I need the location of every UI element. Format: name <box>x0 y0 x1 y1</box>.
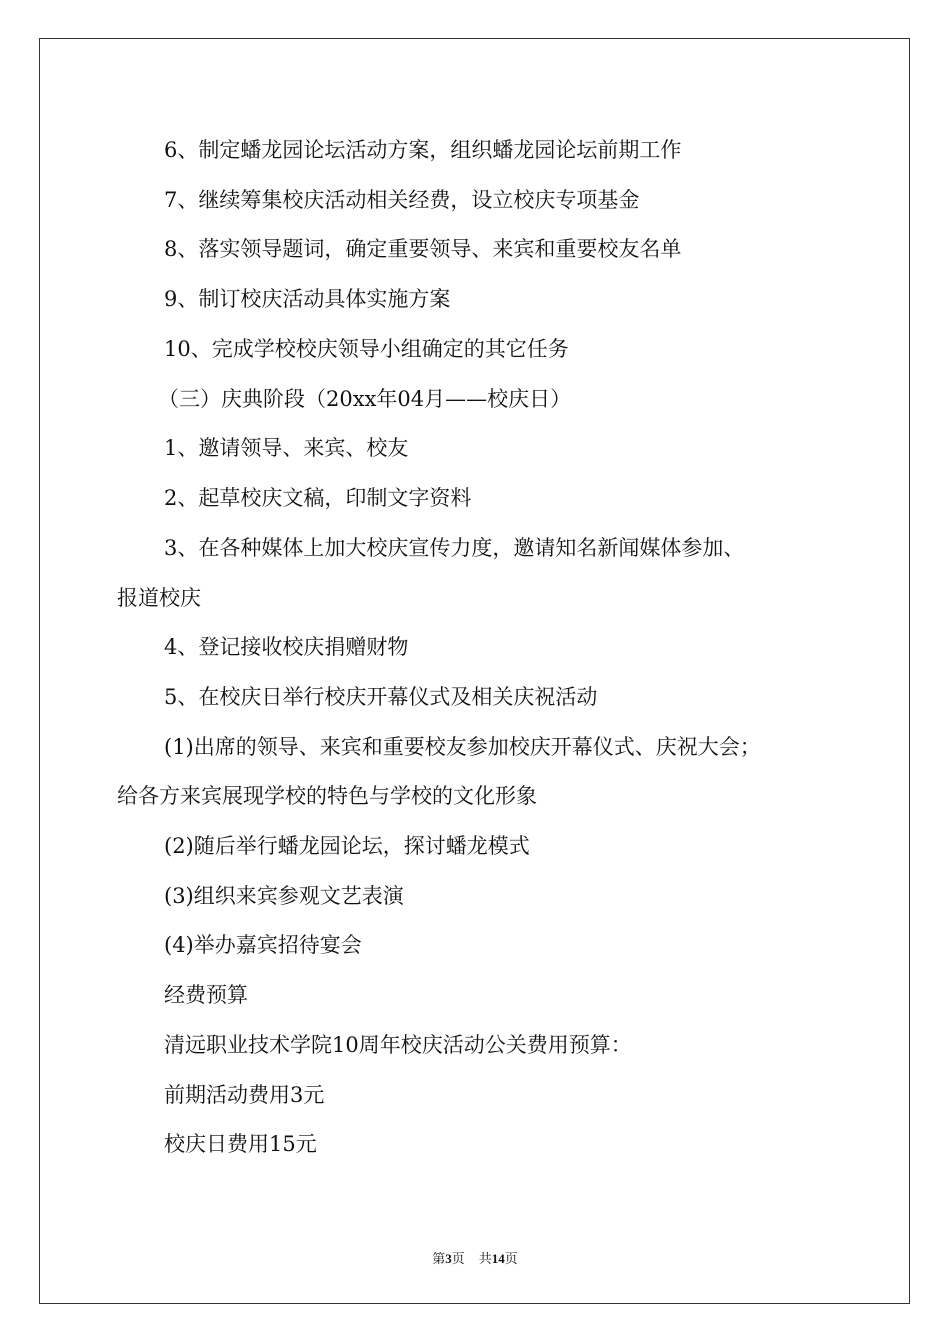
text-line: (2)随后举行蟠龙园论坛，探讨蟠龙模式 <box>164 834 530 858</box>
text-line: 10、完成学校校庆领导小组确定的其它任务 <box>164 337 569 361</box>
section-heading: 经费预算 <box>164 983 248 1007</box>
text-line: 给各方来宾展现学校的特色与学校的文化形象 <box>117 784 537 808</box>
total-suffix: 页 <box>504 1251 518 1266</box>
page-footer <box>0 1248 950 1267</box>
text-line: 8、落实领导题词，确定重要领导、来宾和重要校友名单 <box>164 237 682 261</box>
text-line: 5、在校庆日举行校庆开幕仪式及相关庆祝活动 <box>164 685 598 709</box>
text-line: 1、邀请领导、来宾、校友 <box>164 436 409 460</box>
page-prefix: 第 <box>432 1251 446 1266</box>
text-line: 3、在各种媒体上加大校庆宣传力度，邀请知名新闻媒体参加、 <box>164 536 745 560</box>
text-line: (3)组织来宾参观文艺表演 <box>164 884 404 908</box>
text-line: 4、登记接收校庆捐赠财物 <box>164 635 409 659</box>
section-heading: （三）庆典阶段（20xx年04月——校庆日） <box>158 387 572 411</box>
text-line: 清远职业技术学院10周年校庆活动公关费用预算： <box>164 1033 632 1057</box>
text-line: 7、继续筹集校庆活动相关经费，设立校庆专项基金 <box>164 188 640 212</box>
text-line: 校庆日费用15元 <box>164 1132 317 1156</box>
text-line: (1)出席的领导、来宾和重要校友参加校庆开幕仪式、庆祝大会； <box>164 735 761 759</box>
text-line: 报道校庆 <box>117 586 201 610</box>
page-border <box>39 38 910 1304</box>
text-line: (4)举办嘉宾招待宴会 <box>164 933 362 957</box>
text-line: 9、制订校庆活动具体实施方案 <box>164 287 451 311</box>
text-line: 前期活动费用3元 <box>164 1083 325 1107</box>
text-line: 6、制定蟠龙园论坛活动方案，组织蟠龙园论坛前期工作 <box>164 138 682 162</box>
text-line: 2、起草校庆文稿，印制文字资料 <box>164 486 472 510</box>
page-suffix: 页 <box>451 1251 465 1266</box>
page-current: 3 <box>445 1251 452 1266</box>
total-pages: 14 <box>491 1251 505 1266</box>
total-prefix: 共 <box>478 1251 492 1266</box>
